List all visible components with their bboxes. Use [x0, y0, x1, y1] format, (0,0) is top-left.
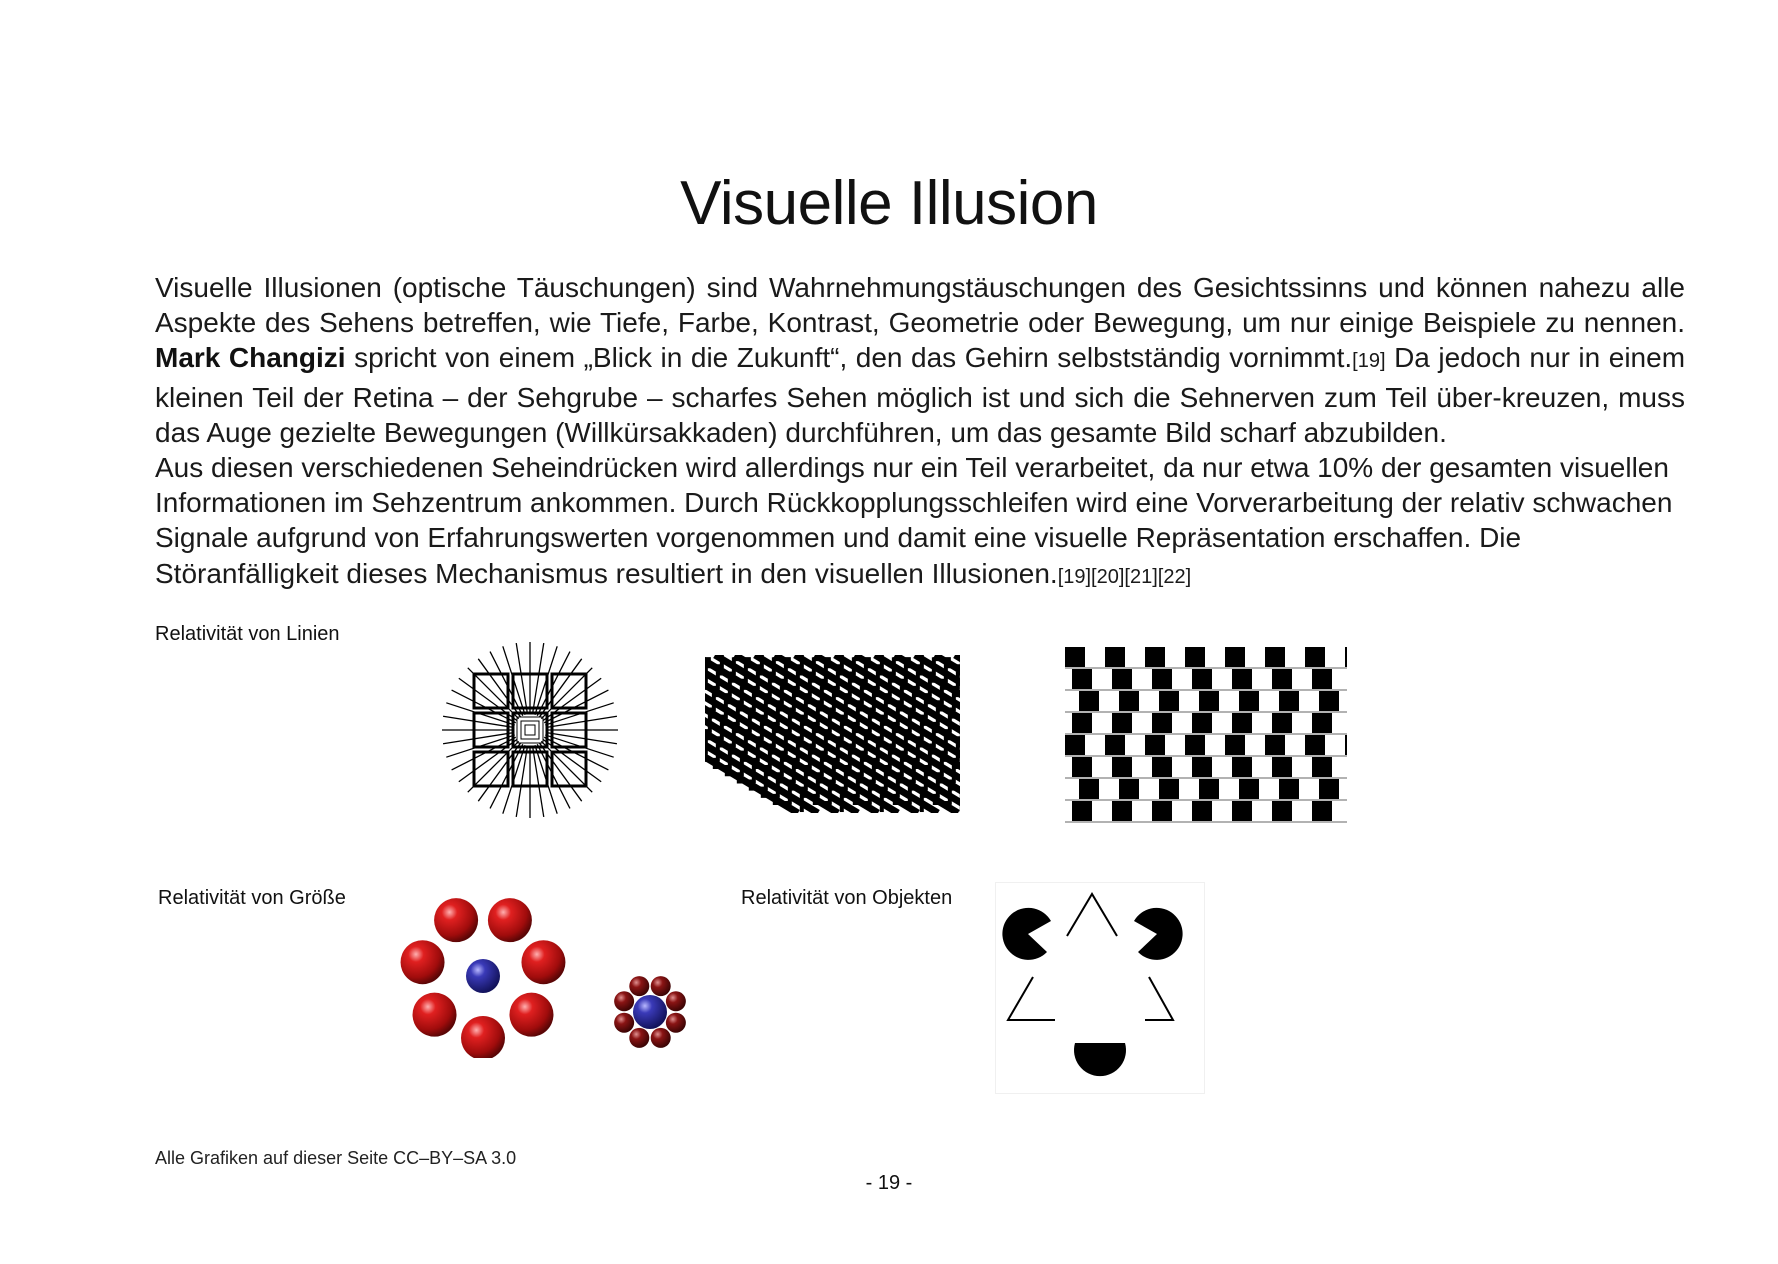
- paragraph-1-part-1: Visuelle Illusionen (optische Täuschungen) sind Wahrnehmungstäuschungen des Gesichtssinns und können nahezu alle Aspekte des Sehens betreffen, wie Tiefe, Farbe, Kontrast, Geometrie oder Bewegung, um nur einige Beispiele zu nennen.: [155, 272, 1685, 339]
- license-note: Alle Grafiken auf dieser Seite CC–BY–SA 3.0: [155, 1148, 517, 1168]
- page-number: - 19 -: [865, 1172, 913, 1194]
- paragraph-2: [155, 450, 1685, 595]
- ebbinghaus-illusion: [395, 878, 700, 1058]
- citation: [19]: [1352, 350, 1386, 373]
- page-title: Visuelle Illusion: [680, 169, 1098, 238]
- label-relativity-of-size: Relativität von Größe: [158, 887, 346, 909]
- label-relativity-of-objects: Relativität von Objekten: [741, 887, 953, 909]
- paragraph-1-part-3: Da jedoch nur in einem kleinen Teil der Retina – der Sehgrube – scharfes Sehen möglich ist und sich die Sehnerven zum Teil über-kreuzen, muss das Auge gezielte Bewegungen (Willkürsakkaden) durchführen, um das gesamte Bild scharf abzubilden.: [155, 342, 1686, 448]
- zoellner-illusion: [705, 655, 960, 813]
- label-relativity-of-lines: Relativität von Linien: [155, 623, 340, 645]
- body-text: [155, 270, 1685, 595]
- cafe-wall-illusion: [1065, 647, 1347, 823]
- paragraph-1: [155, 270, 1685, 450]
- citations: [19][20][21][22]: [1057, 565, 1192, 588]
- paragraph-1-part-2: spricht von einem „Blick in die Zukunft“, den das Gehirn selbstständig vornimmt.: [354, 342, 1353, 374]
- radiating-lines-squares-illusion: [440, 640, 620, 820]
- kanizsa-triangle-illusion: [995, 882, 1205, 1094]
- paragraph-2-text: Aus diesen verschiedenen Seheindrücken wird allerdings nur ein Teil verarbeitet, da nur etwa 10% der gesamten visuellen Informationen im Sehzentrum ankommen. Durch Rückkopplungsschleifen wird eine Vorverarbeitung der relativ schwachen Signale aufgrund von Erfahrungswerten vorgenommen und damit eine visuelle Repräsentation erschaffen. Die Störanfälligkeit dieses Mechanismus resultiert in den visuellen Illusionen.: [155, 452, 1673, 589]
- author-name: Mark Changizi: [155, 342, 346, 374]
